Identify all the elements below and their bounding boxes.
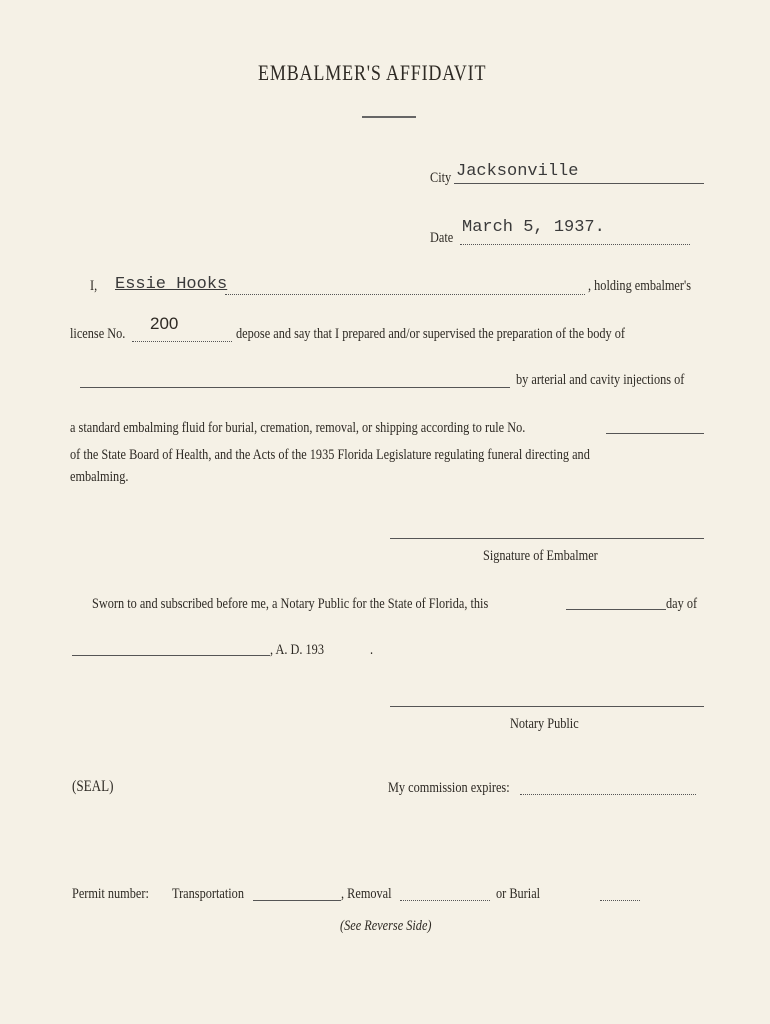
license-line: [132, 341, 232, 342]
license-label: license No.: [70, 326, 126, 342]
sworn-day-label: day of: [666, 596, 698, 612]
date-label: Date: [430, 230, 454, 246]
city-line: [454, 183, 704, 184]
deceased-name-line: [80, 387, 510, 388]
affiant-line: [225, 294, 585, 295]
city-label: City: [430, 170, 452, 186]
seal-label: (SEAL): [72, 778, 114, 795]
removal-line: [400, 900, 490, 901]
date-line: [460, 244, 690, 245]
commission-line: [520, 794, 696, 795]
license-text: depose and say that I prepared and/or supervised the preparation of the body of: [236, 326, 626, 342]
line3-text: by arterial and cavity injections of: [516, 372, 685, 388]
line5-text: of the State Board of Health, and the Acts of the 1935 Florida Legislature regulating funeral directing and: [70, 447, 590, 463]
permit-burial: or Burial: [496, 886, 541, 902]
date-value: March 5, 1937.: [462, 218, 605, 237]
permit-label: Permit number:: [72, 886, 149, 902]
sworn-month-line: [72, 655, 270, 656]
permit-transportation: Transportation: [172, 886, 244, 902]
affiant-suffix: , holding embalmer's: [588, 278, 691, 294]
signature-label: Signature of Embalmer: [483, 548, 598, 564]
sworn-ad-end: .: [370, 642, 374, 658]
permit-removal: , Removal: [341, 886, 392, 902]
sworn-ad: , A. D. 193: [270, 642, 324, 658]
line4-text: a standard embalming fluid for burial, cremation, removal, or shipping according to rule No.: [70, 420, 526, 436]
sworn-text: Sworn to and subscribed before me, a Notary Public for the State of Florida, this: [92, 596, 489, 612]
license-number: 200: [150, 314, 179, 333]
transportation-line: [253, 900, 341, 901]
notary-label: Notary Public: [510, 716, 579, 732]
notary-line: [390, 706, 704, 707]
burial-line: [600, 900, 640, 901]
affiant-name: Essie Hooks: [115, 275, 228, 294]
form-title: EMBALMER'S AFFIDAVIT: [258, 60, 487, 85]
reverse-side-note: (See Reverse Side): [340, 918, 432, 934]
title-underline: [362, 116, 416, 118]
affiant-prefix: I,: [90, 278, 98, 294]
commission-label: My commission expires:: [388, 780, 510, 796]
rule-no-line: [606, 433, 704, 434]
line6-text: embalming.: [70, 469, 129, 485]
city-value: Jacksonville: [456, 162, 579, 181]
sworn-day-line: [566, 609, 666, 610]
signature-line: [390, 538, 704, 539]
